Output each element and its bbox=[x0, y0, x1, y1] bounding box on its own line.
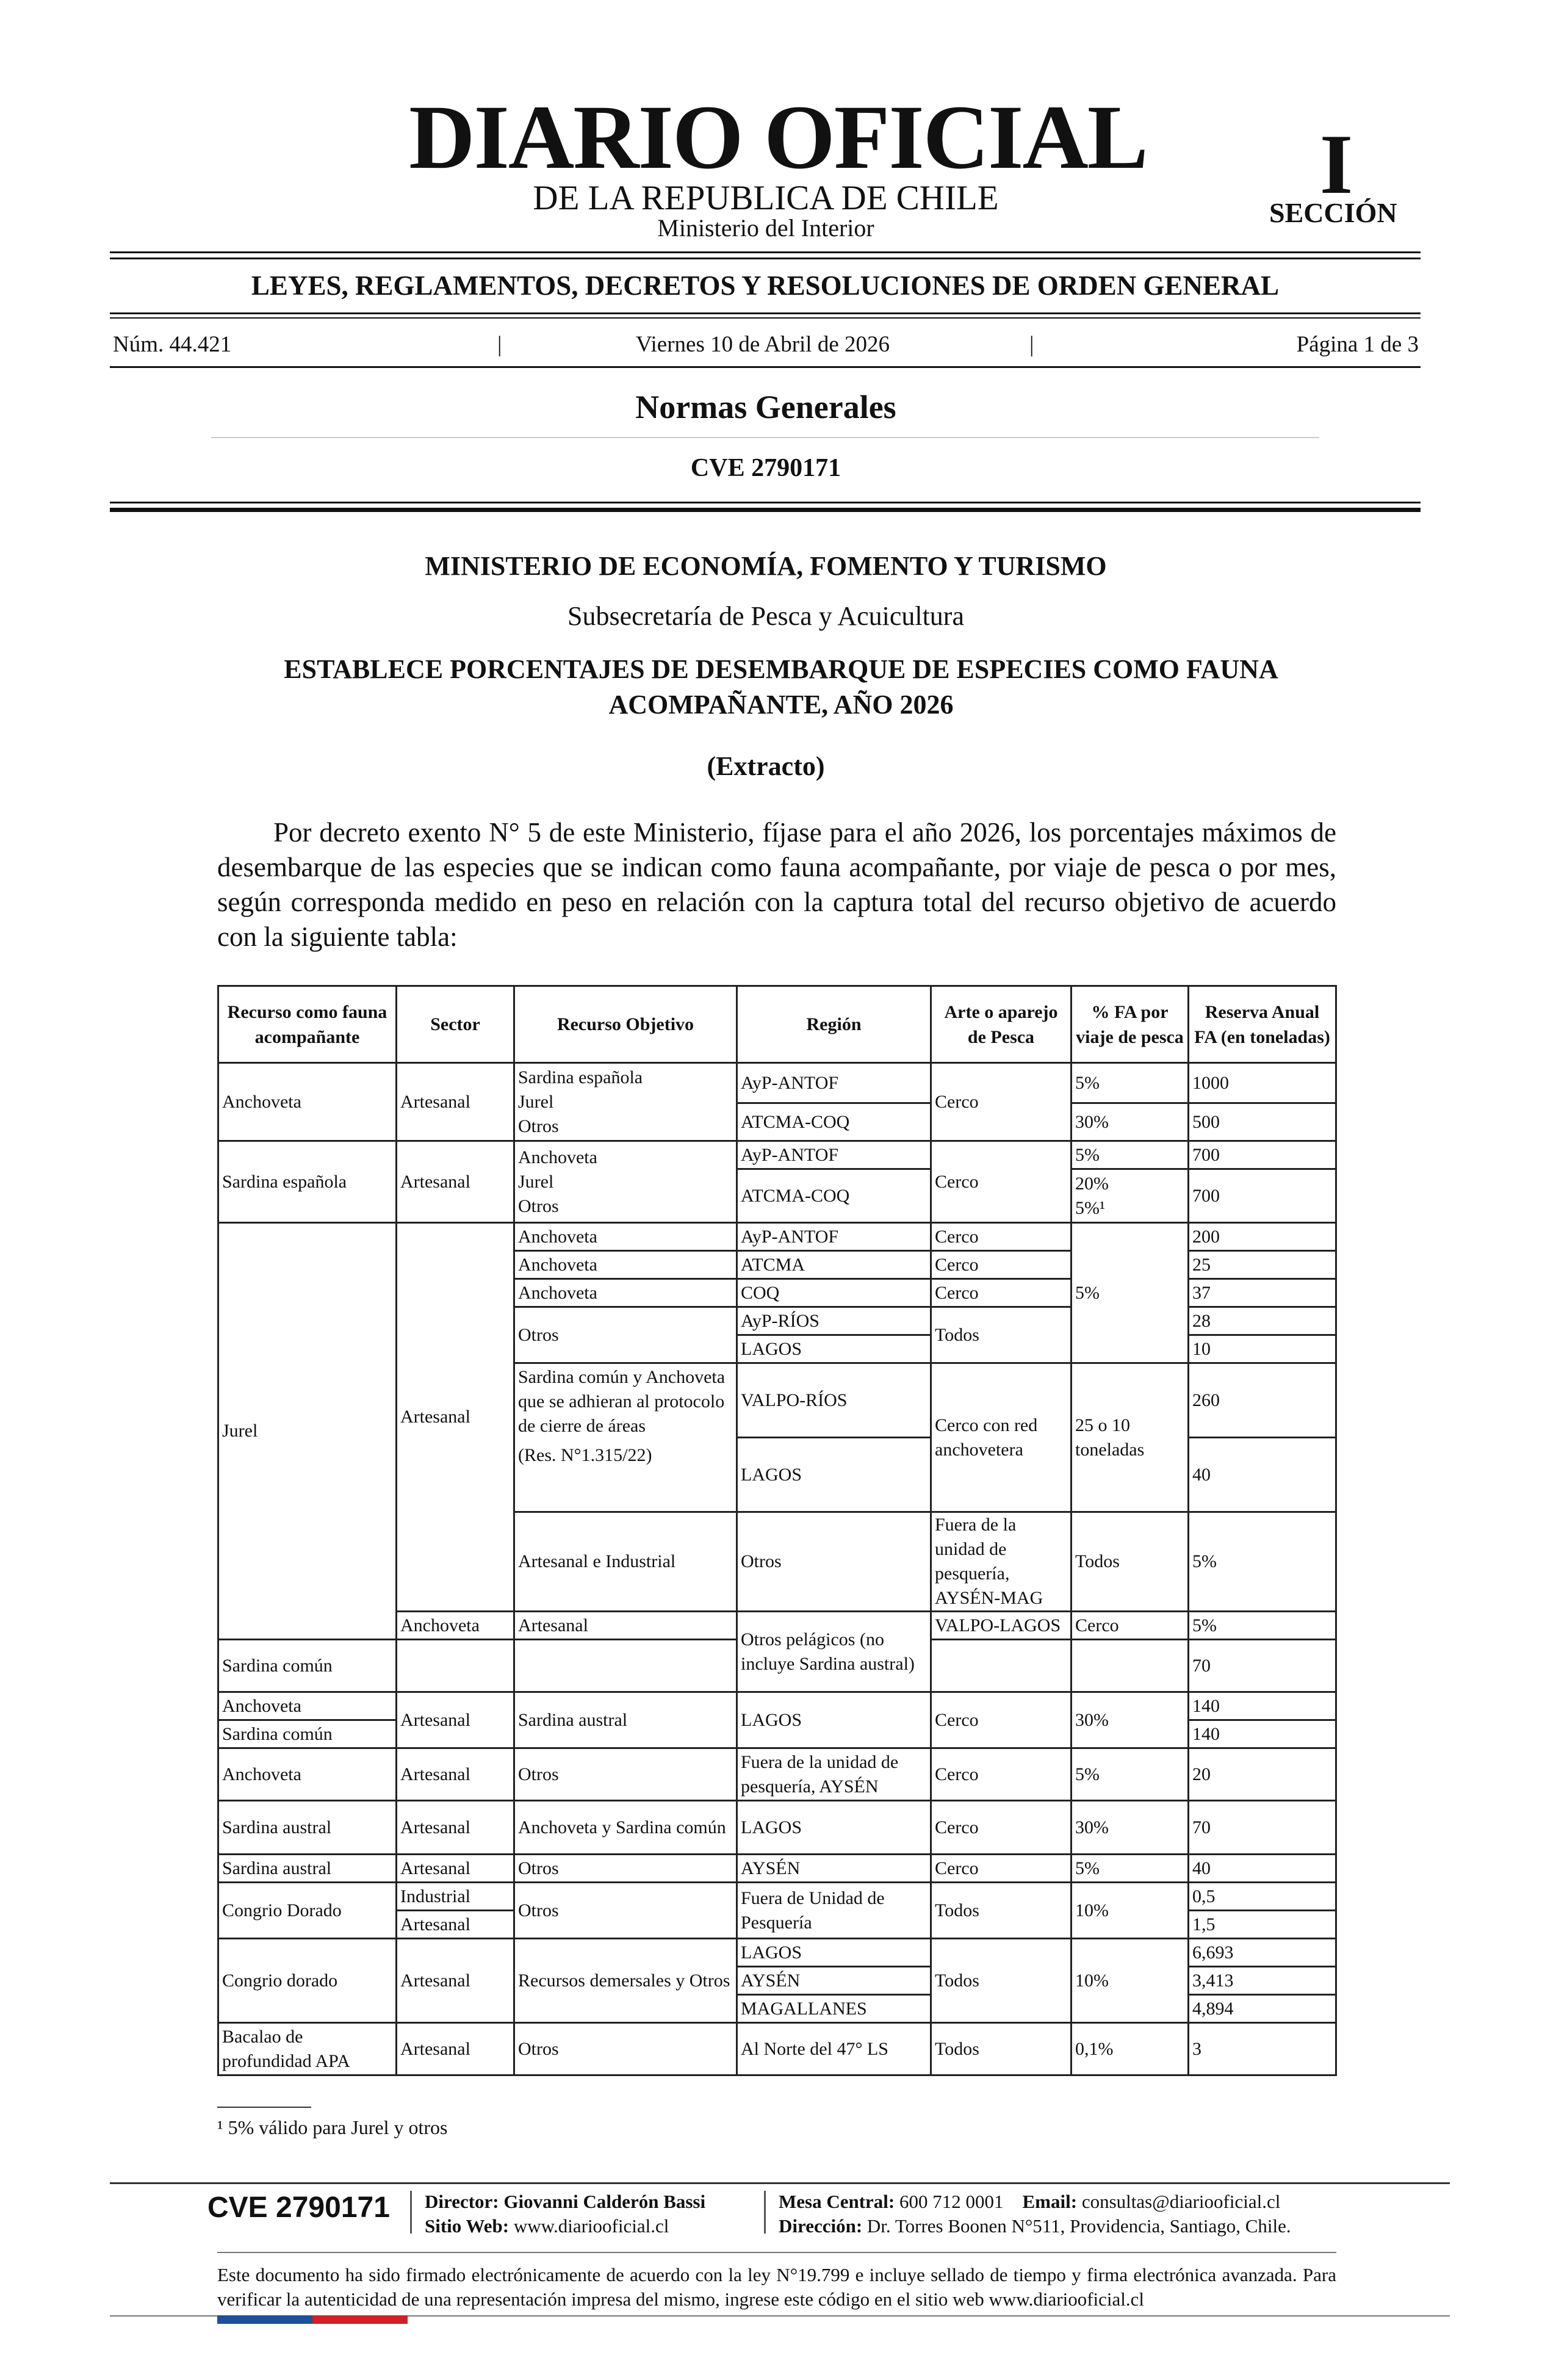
divider bbox=[110, 502, 1421, 503]
table-cell: 700 bbox=[1189, 1169, 1336, 1223]
issue-number: Núm. 44.421 bbox=[113, 332, 232, 357]
cell-line: Otros bbox=[518, 1116, 559, 1136]
table-cell: Otros bbox=[514, 1307, 737, 1363]
column-header: Reserva Anual FA (en toneladas) bbox=[1189, 986, 1336, 1063]
table-cell: Todos bbox=[931, 2023, 1072, 2075]
table-cell: Artesanal bbox=[514, 1612, 737, 1640]
table-row bbox=[218, 1692, 1336, 1720]
section-title: Normas Generales bbox=[635, 389, 896, 425]
table-cell: Artesanal bbox=[397, 1141, 514, 1223]
document-ministry: MINISTERIO DE ECONOMÍA, FOMENTO Y TURISMO bbox=[425, 551, 1107, 581]
issue-separator: | bbox=[497, 332, 502, 357]
table-cell: Al Norte del 47° LS bbox=[737, 2023, 931, 2075]
fauna-table bbox=[217, 985, 1337, 2076]
table-cell: 3,413 bbox=[1189, 1967, 1336, 1995]
table-cell: Anchoveta y Sardina común bbox=[514, 1801, 737, 1855]
flag-stripe-blue bbox=[217, 2315, 312, 2324]
table-cell: 10% bbox=[1072, 1883, 1189, 1939]
table-cell: Anchoveta bbox=[218, 1748, 397, 1801]
table-cell: Otros bbox=[737, 1512, 931, 1612]
column-header: Región bbox=[737, 986, 931, 1063]
table-cell: 10 bbox=[1189, 1335, 1336, 1363]
table-cell: Otros bbox=[514, 1855, 737, 1883]
table-cell bbox=[1072, 1169, 1189, 1223]
table-cell: Artesanal bbox=[397, 2023, 514, 2075]
table-cell: 28 bbox=[1189, 1307, 1336, 1335]
table-cell: 260 bbox=[1189, 1363, 1336, 1438]
footnote-divider bbox=[217, 2107, 311, 2108]
direccion-label: Dirección: bbox=[779, 2215, 863, 2237]
table-cell: AyP-RÍOS bbox=[737, 1307, 931, 1335]
table-cell: 5% bbox=[1072, 1063, 1189, 1103]
masthead-ministry: Ministerio del Interior bbox=[657, 214, 874, 242]
table-cell: ATCMA bbox=[737, 1251, 931, 1279]
table-cell: Artesanal bbox=[397, 1939, 514, 2023]
table-cell: Fuera de la unidad de pesquería, AYSÉN-MAG bbox=[931, 1512, 1072, 1612]
table-cell: COQ bbox=[737, 1279, 931, 1307]
table-cell: LAGOS bbox=[737, 1801, 931, 1855]
table-cell: Sardina austral bbox=[218, 1801, 397, 1855]
table-cell: Cerco bbox=[931, 1223, 1072, 1251]
table-cell bbox=[1072, 1640, 1189, 1692]
table-cell: VALPO-RÍOS bbox=[737, 1363, 931, 1438]
document-paragraph: Por decreto exento N° 5 de este Ministerio, fíjase para el año 2026, los porcentajes máximos de desembarque de las especies que se indican como fauna acompañante, por viaje de pesca o por mes, según corresponda medido en peso en relación con la captura total del recurso objetivo de acuerdo con la siguiente tabla: bbox=[217, 817, 1336, 952]
table-row bbox=[218, 1801, 1336, 1855]
cell-line: Sardina común y Anchoveta que se adhieran al protocolo de cierre de áreas bbox=[518, 1367, 726, 1436]
divider bbox=[110, 258, 1421, 259]
table-cell: 500 bbox=[1189, 1103, 1336, 1141]
table-cell: Sardina común bbox=[218, 1640, 397, 1692]
web-label: Sitio Web: bbox=[425, 2215, 510, 2237]
column-header: Recurso como fauna acompañante bbox=[218, 986, 397, 1063]
divider bbox=[211, 437, 1319, 438]
table-cell: Jurel bbox=[218, 1223, 397, 1640]
table-cell: Cerco bbox=[931, 1251, 1072, 1279]
table-cell: Anchoveta bbox=[397, 1612, 514, 1640]
footer-separator bbox=[410, 2191, 412, 2234]
table-cell: Fuera de la unidad de pesquería, AYSÉN bbox=[737, 1748, 931, 1801]
table-cell: Sardina española bbox=[218, 1141, 397, 1223]
email-link[interactable]: consultas@diariooficial.cl bbox=[1081, 2191, 1281, 2212]
table-cell: Artesanal bbox=[397, 1855, 514, 1883]
table-cell: AyP-ANTOF bbox=[737, 1141, 931, 1169]
table-cell: LAGOS bbox=[737, 1692, 931, 1748]
table-cell: 0,1% bbox=[1072, 2023, 1189, 2075]
table-cell: Cerco bbox=[931, 1748, 1072, 1801]
divider bbox=[110, 366, 1421, 368]
table-header-row bbox=[218, 986, 1336, 1063]
mesa-phone: 600 712 0001 bbox=[899, 2191, 1004, 2212]
table-cell: 4,894 bbox=[1189, 1995, 1336, 2023]
table-cell: Cerco con red anchovetera bbox=[931, 1363, 1072, 1512]
cell-line: 20% bbox=[1075, 1173, 1109, 1194]
table-cell: 5% bbox=[1189, 1512, 1336, 1612]
table-cell: 200 bbox=[1189, 1223, 1336, 1251]
table-cell: 40 bbox=[1189, 1855, 1336, 1883]
document-extract-label: (Extracto) bbox=[707, 751, 825, 781]
divider bbox=[110, 508, 1421, 512]
table-cell: Artesanal bbox=[397, 1911, 514, 1939]
table-cell bbox=[514, 1363, 737, 1512]
table-cell: 3 bbox=[1189, 2023, 1336, 2075]
table-cell: Todos bbox=[1072, 1512, 1189, 1612]
table-cell: Anchoveta bbox=[218, 1063, 397, 1141]
table-cell: Artesanal bbox=[397, 1223, 514, 1612]
column-header: Recurso Objetivo bbox=[514, 986, 737, 1063]
table-cell: 70 bbox=[1189, 1801, 1336, 1855]
table-cell: ATCMA-COQ bbox=[737, 1103, 931, 1141]
table-cell: Bacalao de profundidad APA bbox=[218, 2023, 397, 2075]
cell-line: Jurel bbox=[518, 1091, 554, 1112]
table-row bbox=[218, 1883, 1336, 1911]
table-cell: Fuera de Unidad de Pesquería bbox=[737, 1883, 931, 1939]
cell-line: Anchoveta bbox=[518, 1147, 597, 1167]
table-cell bbox=[514, 1063, 737, 1141]
footer-director-block bbox=[425, 2190, 705, 2238]
table-cell: Industrial bbox=[397, 1883, 514, 1911]
table-cell: Congrio Dorado bbox=[218, 1883, 397, 1939]
table-cell: 5% bbox=[1072, 1748, 1189, 1801]
table-row bbox=[218, 1223, 1336, 1251]
table-row bbox=[218, 1063, 1336, 1103]
table-cell: 5% bbox=[1072, 1855, 1189, 1883]
table-cell: Otros bbox=[514, 1748, 737, 1801]
divider bbox=[110, 251, 1421, 253]
table-cell: 5% bbox=[1072, 1223, 1189, 1363]
table-cell: 5% bbox=[1072, 1141, 1189, 1169]
table-cell: Artesanal bbox=[397, 1063, 514, 1141]
table-cell: Cerco bbox=[931, 1063, 1072, 1141]
table-cell: Cerco bbox=[931, 1692, 1072, 1748]
divider bbox=[110, 312, 1421, 314]
flag-stripe-red bbox=[312, 2315, 408, 2324]
table-cell: Todos bbox=[931, 1883, 1072, 1939]
footnote: ¹ 5% válido para Jurel y otros bbox=[217, 2116, 448, 2138]
table-row bbox=[218, 1748, 1336, 1801]
masthead-subtitle: DE LA REPUBLICA DE CHILE bbox=[533, 179, 999, 217]
table-cell: AYSÉN bbox=[737, 1855, 931, 1883]
table-cell: 20 bbox=[1189, 1748, 1336, 1801]
table-cell: Otros bbox=[514, 1883, 737, 1939]
table-cell: Congrio dorado bbox=[218, 1939, 397, 2023]
issue-date: Viernes 10 de Abril de 2026 bbox=[636, 332, 890, 357]
table-cell: Artesanal e Industrial bbox=[514, 1512, 737, 1612]
table-cell: 1000 bbox=[1189, 1063, 1336, 1103]
mesa-label: Mesa Central: bbox=[779, 2191, 895, 2212]
table-cell: LAGOS bbox=[737, 1335, 931, 1363]
cell-line: 5%¹ bbox=[1075, 1197, 1105, 1218]
table-cell: 25 bbox=[1189, 1251, 1336, 1279]
direccion-value: Dr. Torres Boonen N°511, Providencia, Santiago, Chile. bbox=[866, 2215, 1291, 2237]
section-label: SECCIÓN bbox=[1269, 197, 1397, 228]
table-cell: Anchoveta bbox=[514, 1279, 737, 1307]
footer-legal: Este documento ha sido firmado electrónicamente de acuerdo con la ley N°19.799 e incluye sellado de tiempo y firma electrónica avanzada. Para verificar la autenticidad de una representación impresa del mismo, ingrese este código en el sitio web www.diariooficial.cl bbox=[217, 2264, 1336, 2310]
table-cell: 40 bbox=[1189, 1438, 1336, 1512]
table-cell: AYSÉN bbox=[737, 1967, 931, 1995]
table-cell bbox=[514, 1640, 737, 1692]
table-cell: LAGOS bbox=[737, 1939, 931, 1967]
table-cell: 140 bbox=[1189, 1692, 1336, 1720]
director-label: Director: bbox=[425, 2191, 499, 2212]
web-link[interactable]: www.diariooficial.cl bbox=[513, 2215, 669, 2237]
table-row bbox=[218, 1939, 1336, 1967]
table-cell: LAGOS bbox=[737, 1438, 931, 1512]
table-cell: Sardina austral bbox=[514, 1692, 737, 1748]
table-cell: Artesanal bbox=[397, 1692, 514, 1748]
table-cell: Anchoveta bbox=[514, 1251, 737, 1279]
table-cell: 10% bbox=[1072, 1939, 1189, 2023]
column-header: % FA por viaje de pesca bbox=[1072, 986, 1189, 1063]
footer-contact-block bbox=[779, 2190, 1291, 2238]
column-header: Arte o aparejo de Pesca bbox=[931, 986, 1072, 1063]
table-cell: Cerco bbox=[931, 1801, 1072, 1855]
table-cell: Artesanal bbox=[397, 1801, 514, 1855]
column-header: Sector bbox=[397, 986, 514, 1063]
table-cell: 30% bbox=[1072, 1801, 1189, 1855]
masthead-title: DIARIO OFICIAL bbox=[409, 87, 1147, 188]
table-cell: 30% bbox=[1072, 1692, 1189, 1748]
footer-divider bbox=[217, 2252, 1336, 2253]
divider bbox=[110, 317, 1421, 319]
table-cell bbox=[514, 1141, 737, 1223]
table-cell: 0,5 bbox=[1189, 1883, 1336, 1911]
table-cell: Cerco bbox=[1072, 1612, 1189, 1640]
table-cell: 37 bbox=[1189, 1279, 1336, 1307]
table-cell: 25 o 10 toneladas bbox=[1072, 1363, 1189, 1512]
cell-line: Sardina española bbox=[518, 1067, 643, 1087]
document-subsecretaria: Subsecretaría de Pesca y Acuicultura bbox=[567, 601, 964, 631]
footer-divider bbox=[110, 2182, 1450, 2184]
table-row bbox=[218, 2023, 1336, 2075]
banner: LEYES, REGLAMENTOS, DECRETOS Y RESOLUCIONES DE ORDEN GENERAL bbox=[251, 270, 1280, 301]
table-cell: Cerco bbox=[931, 1141, 1072, 1223]
table-cell: Cerco bbox=[931, 1279, 1072, 1307]
table-cell: 1,5 bbox=[1189, 1911, 1336, 1939]
table-cell: Todos bbox=[931, 1307, 1072, 1363]
table-cell: AyP-ANTOF bbox=[737, 1063, 931, 1103]
table-cell: Sardina austral bbox=[218, 1855, 397, 1883]
table-cell: AyP-ANTOF bbox=[737, 1223, 931, 1251]
table-cell: Sardina común bbox=[218, 1720, 397, 1748]
footer-cve: CVE 2790171 bbox=[207, 2191, 390, 2224]
table-cell bbox=[931, 1640, 1072, 1692]
table-cell: 700 bbox=[1189, 1141, 1336, 1169]
table-cell: Anchoveta bbox=[218, 1692, 397, 1720]
issue-page: Página 1 de 3 bbox=[1296, 332, 1419, 357]
section-number: I bbox=[1319, 117, 1353, 212]
table-cell: 140 bbox=[1189, 1720, 1336, 1748]
email-label: Email: bbox=[1022, 2191, 1078, 2212]
table-cell bbox=[397, 1640, 514, 1692]
table-cell: 5% bbox=[1189, 1612, 1336, 1640]
cell-line: Jurel bbox=[518, 1171, 554, 1192]
table-cell: Anchoveta bbox=[514, 1223, 737, 1251]
table-cell: 70 bbox=[1189, 1640, 1336, 1692]
cell-line: (Res. N°1.315/22) bbox=[518, 1445, 652, 1465]
table-cell: 6,693 bbox=[1189, 1939, 1336, 1967]
table-cell: Cerco bbox=[931, 1855, 1072, 1883]
table-cell: ATCMA-COQ bbox=[737, 1169, 931, 1223]
table-cell: Todos bbox=[931, 1939, 1072, 2023]
table-cell: Otros pelágicos (no incluye Sardina austral) bbox=[737, 1612, 931, 1692]
table-cell: 30% bbox=[1072, 1103, 1189, 1141]
table-row bbox=[218, 1141, 1336, 1169]
director-name: Giovanni Calderón Bassi bbox=[503, 2191, 706, 2212]
issue-separator: | bbox=[1029, 332, 1034, 357]
table-row bbox=[218, 1855, 1336, 1883]
cve-code: CVE 2790171 bbox=[690, 454, 841, 482]
table-cell: Otros bbox=[514, 2023, 737, 2075]
table-cell: MAGALLANES bbox=[737, 1995, 931, 2023]
table-cell: Artesanal bbox=[397, 1748, 514, 1801]
document-title: ESTABLECE PORCENTAJES DE DESEMBARQUE DE ESPECIES COMO FAUNA ACOMPAÑANTE, AÑO 2026 bbox=[284, 654, 1278, 719]
table-cell: Recursos demersales y Otros bbox=[514, 1939, 737, 2023]
cell-line: Otros bbox=[518, 1195, 559, 1216]
footer-separator bbox=[764, 2191, 766, 2234]
table-cell: VALPO-LAGOS bbox=[931, 1612, 1072, 1640]
